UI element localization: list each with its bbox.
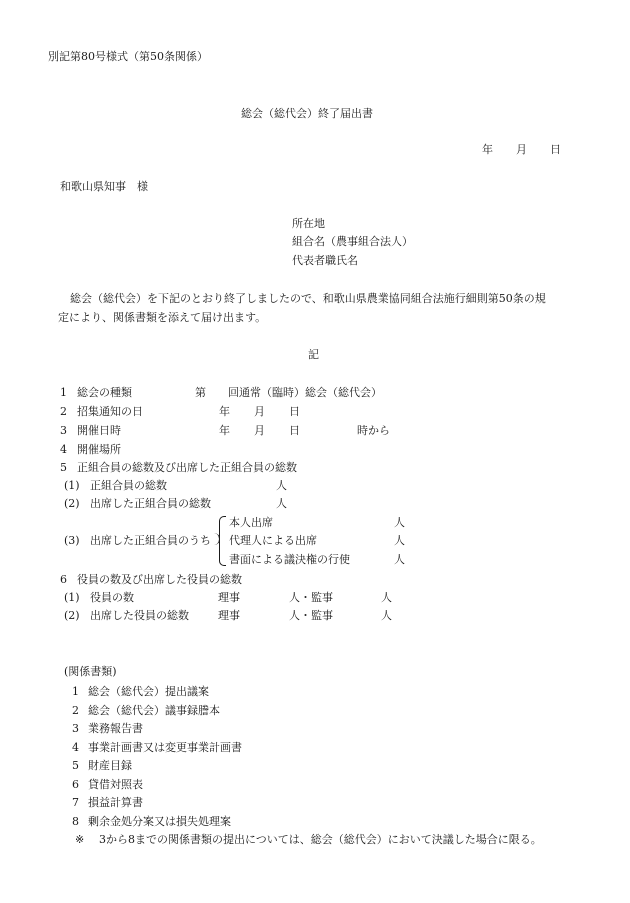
item-5-3-number: (3) [64, 534, 80, 547]
item-5-3-proxy: 代理人による出席 [229, 534, 317, 547]
item-6-1-director: 理事 [218, 591, 240, 604]
doc-7-number: 7 [72, 796, 79, 809]
addressee: 和歌山県知事 様 [60, 180, 148, 193]
date-month: 月 [516, 143, 527, 156]
form-number: 別記第80号様式（第50条関係） [48, 50, 208, 63]
item-2-year: 年 [219, 405, 230, 418]
doc-6-number: 6 [72, 778, 79, 791]
item-2-day: 日 [289, 405, 300, 418]
doc-4-number: 4 [72, 741, 79, 754]
doc-4-text: 事業計画書又は変更事業計画書 [88, 741, 242, 754]
item-5-2-label: 出席した正組合員の総数 [90, 497, 211, 510]
item-5-3-label: 出席した正組合員のうち [90, 534, 211, 547]
item-6-2-unit: 人 [381, 609, 392, 622]
item-6-2-label: 出席した役員の総数 [90, 609, 189, 622]
item-5-1-unit: 人 [276, 479, 287, 492]
item-3-label: 開催日時 [77, 424, 121, 437]
curly-brace [219, 516, 226, 566]
item-6-2-auditor: 人・監事 [289, 609, 333, 622]
date-day: 日 [550, 143, 561, 156]
item-2-month: 月 [254, 405, 265, 418]
item-6-2-director: 理事 [218, 609, 240, 622]
item-3-month: 月 [254, 424, 265, 437]
doc-3-text: 業務報告書 [88, 722, 143, 735]
item-2-number: 2 [60, 405, 67, 418]
docs-heading: (関係書類) [64, 665, 117, 678]
item-1-dai: 第 [195, 386, 206, 399]
applicant-association: 組合名（農事組合法人） [292, 235, 413, 248]
item-2-label: 招集通知の日 [77, 405, 143, 418]
item-1-number: 1 [60, 386, 67, 399]
item-5-1-label: 正組合員の総数 [90, 479, 167, 492]
item-6-1-label: 役員の数 [90, 591, 134, 604]
item-6-1-auditor: 人・監事 [289, 591, 333, 604]
item-5-label: 正組合員の総数及び出席した正組合員の総数 [77, 461, 297, 474]
applicant-representative: 代表者職氏名 [292, 254, 358, 267]
item-6-1-unit: 人 [381, 591, 392, 604]
item-5-3-self: 本人出席 [229, 516, 273, 529]
doc-8-text: 剰余金処分案又は損失処理案 [88, 815, 231, 828]
doc-7-text: 損益計算書 [88, 796, 143, 809]
body-line-1: 総会（総代会）を下記のとおり終了しましたので、和歌山県農業協同組合法施行細則第50条の規 [70, 292, 546, 305]
form-title: 総会（総代会）終了届出書 [241, 107, 373, 120]
item-5-1-number: (1) [64, 479, 80, 492]
item-1-label: 総会の種類 [77, 386, 132, 399]
item-6-1-number: (1) [64, 591, 80, 604]
doc-2-text: 総会（総代会）議事録謄本 [88, 704, 220, 717]
item-5-3-written: 書面による議決権の行使 [229, 553, 350, 566]
item-1-value: 回通常（臨時）総会（総代会） [228, 386, 382, 399]
item-5-2-unit: 人 [276, 497, 287, 510]
applicant-address: 所在地 [292, 217, 325, 230]
doc-5-number: 5 [72, 759, 79, 772]
doc-5-text: 財産目録 [88, 759, 132, 772]
note-text: 3から8までの関係書類の提出については、総会（総代会）において決議した場合に限る。 [99, 833, 542, 846]
item-6-2-number: (2) [64, 609, 80, 622]
item-3-time: 時から [357, 424, 390, 437]
ki-mark: 記 [308, 348, 319, 361]
note-mark: ※ [75, 833, 85, 846]
doc-6-text: 貸借対照表 [88, 778, 143, 791]
doc-3-number: 3 [72, 722, 79, 735]
item-5-3-proxy-unit: 人 [394, 534, 405, 547]
doc-1-number: 1 [72, 685, 79, 698]
item-5-number: 5 [60, 461, 67, 474]
item-3-number: 3 [60, 424, 67, 437]
item-4-number: 4 [60, 443, 67, 456]
doc-8-number: 8 [72, 815, 79, 828]
item-6-label: 役員の数及び出席した役員の総数 [77, 573, 242, 586]
doc-1-text: 総会（総代会）提出議案 [88, 685, 209, 698]
item-5-3-written-unit: 人 [394, 553, 405, 566]
item-3-year: 年 [219, 424, 230, 437]
item-3-day: 日 [289, 424, 300, 437]
item-5-2-number: (2) [64, 497, 80, 510]
item-6-number: 6 [60, 573, 67, 586]
body-line-2: 定により、関係書類を添えて届け出ます。 [58, 311, 267, 324]
date-year: 年 [482, 143, 493, 156]
item-5-3-self-unit: 人 [394, 516, 405, 529]
item-4-label: 開催場所 [77, 443, 121, 456]
doc-2-number: 2 [72, 704, 79, 717]
